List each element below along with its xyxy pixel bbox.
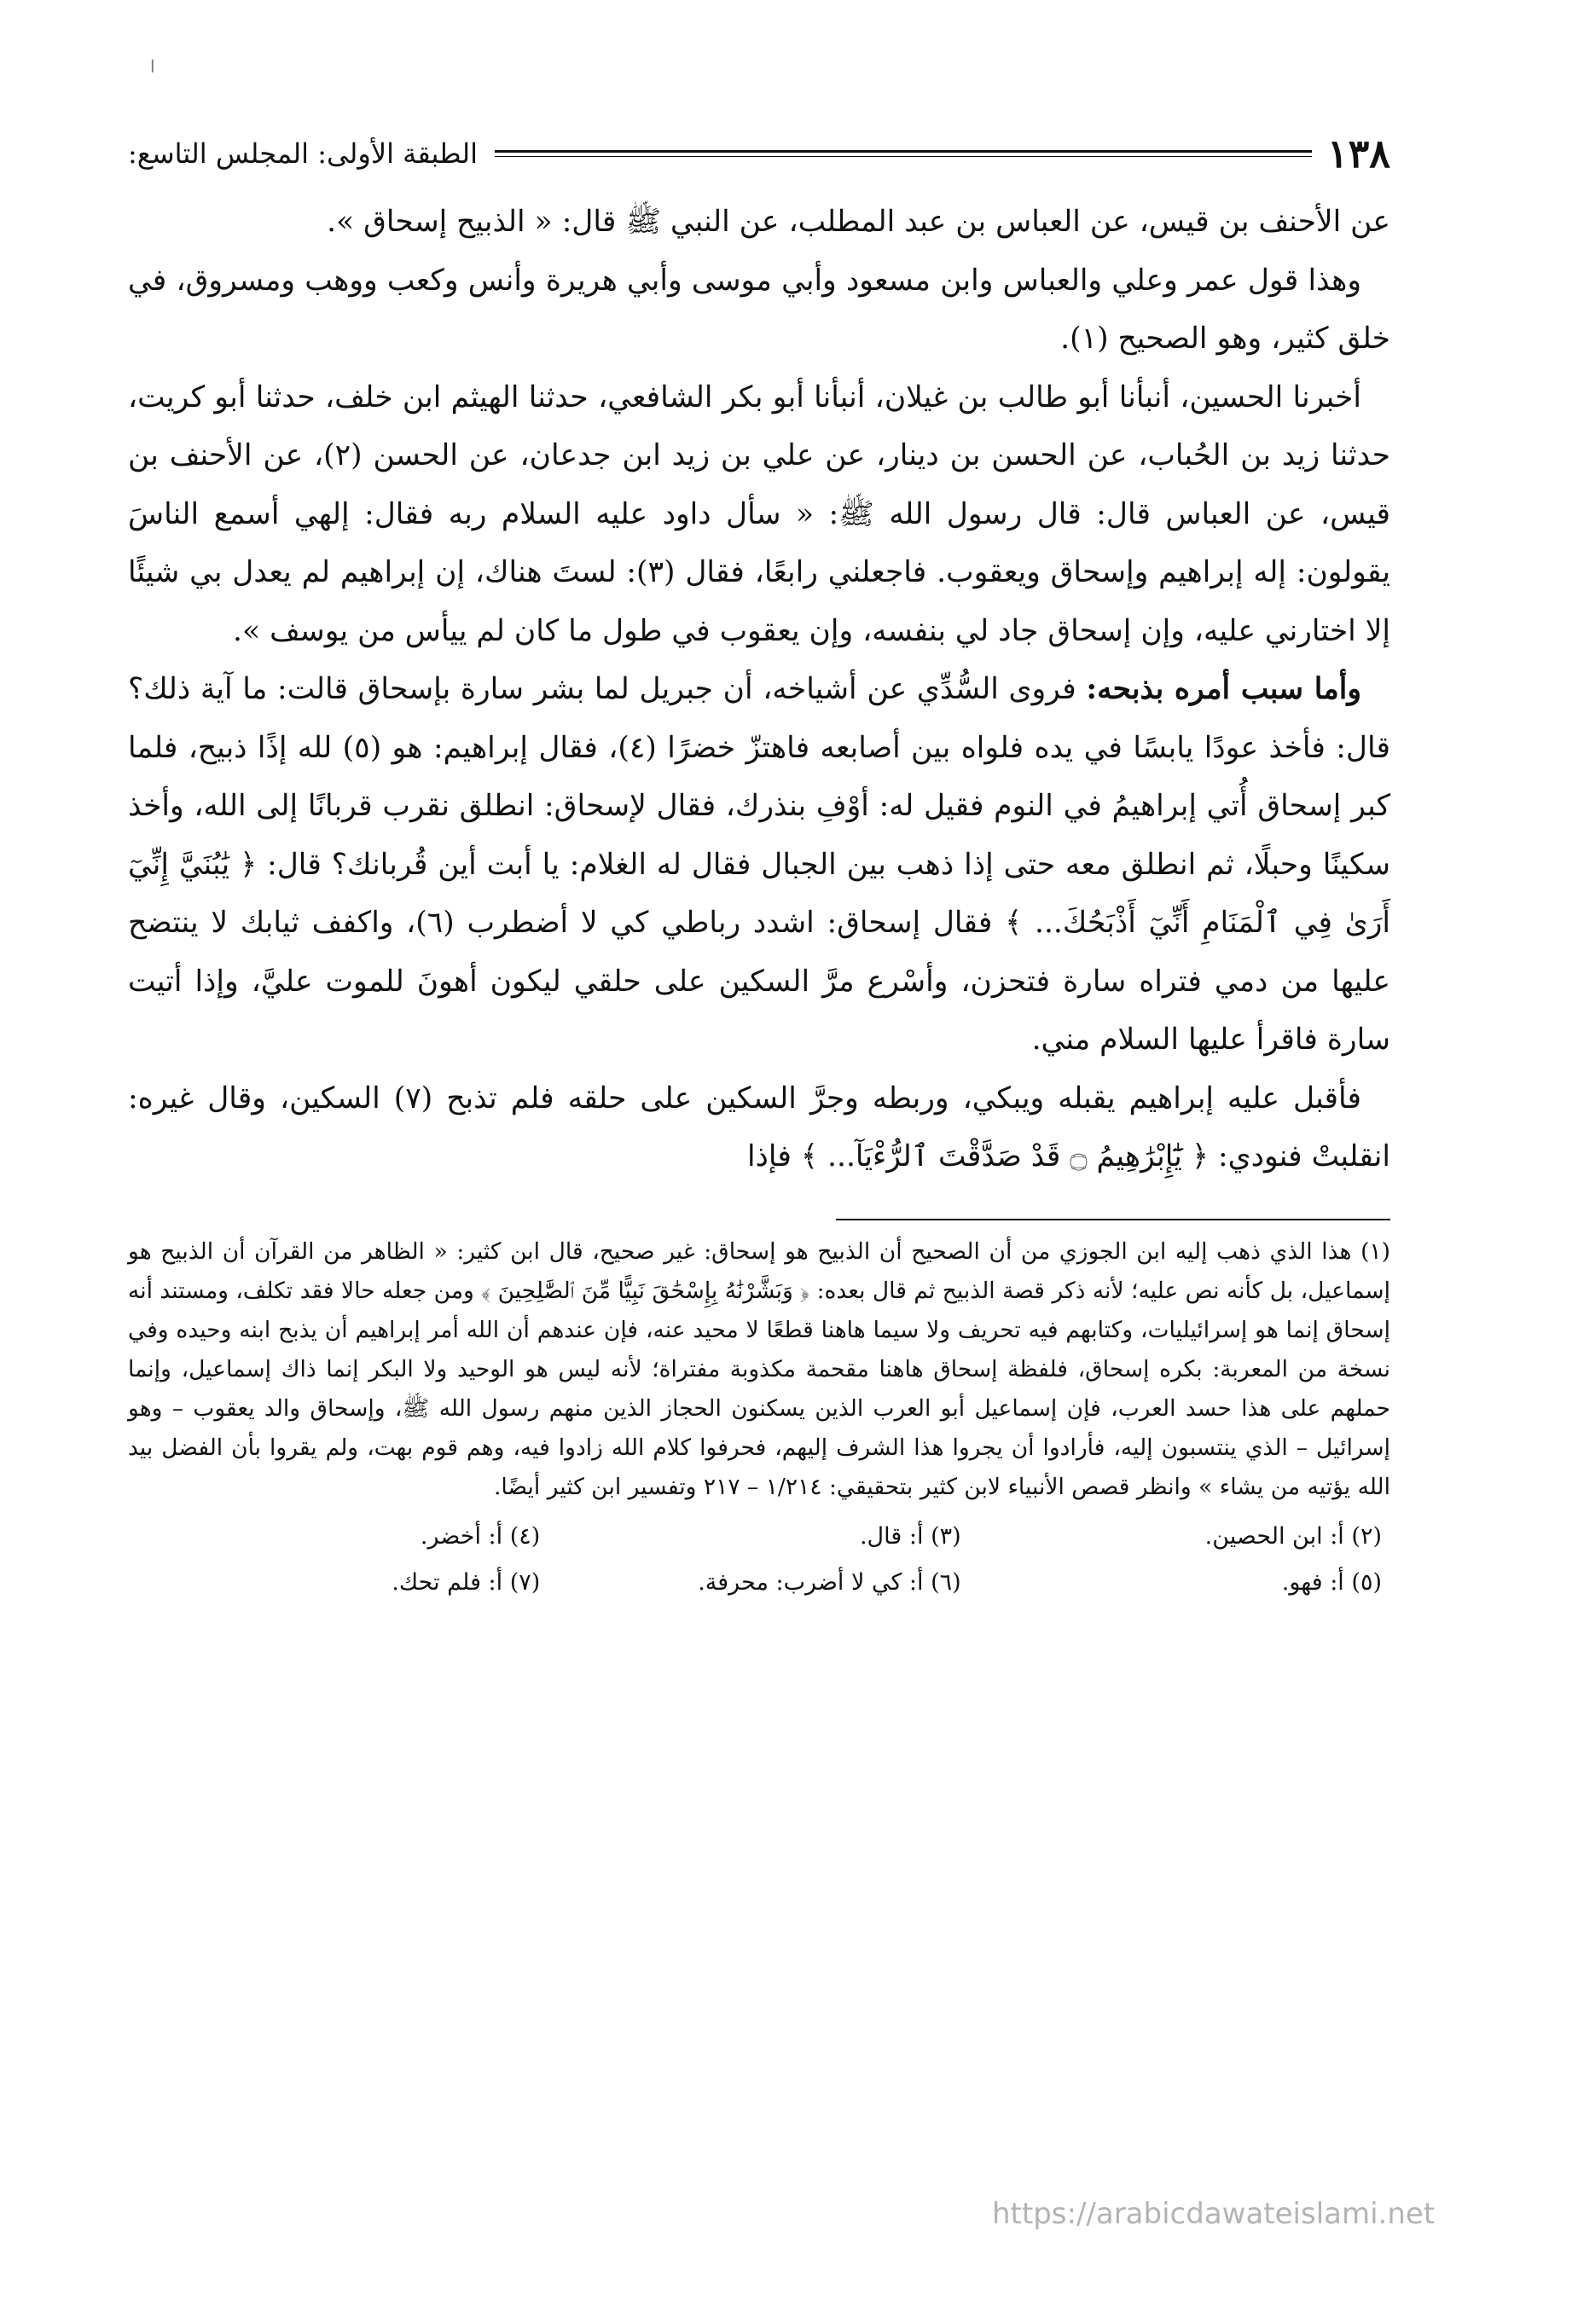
footnote-2: (٢) أ: ابن الحصين. [1204, 1522, 1382, 1550]
footnotes [128, 1232, 1390, 1606]
footnote-7: (٧) أ: فلم تحك. [392, 1568, 541, 1596]
paragraph-reason [128, 660, 1390, 1069]
reason-text: فروى السُّدِّي عن أشياخه، أن جبريل لما بشر سارة بإسحاق قالت: ما آية ذلك؟ قال: فأخذ عودًا يابسًا في يده فلواه بين أصابعه فاهتزّ خضرًا (٤)، فقال إبراهيم: هو (٥) لله إذًا ذبيح، فلما كبر إسحاق أُتي إبراهيمُ في النوم فقيل له: أوْفِ بنذرك، فقال لإسحاق: انطلق نقرب قربانًا إلى الله، وأخذ سكينًا وحبلًا، ثم انطلق معه حتى إذا ذهب بين الجبال فقال له الغلام: يا أبت أين قُربانك؟ قال: ﴿ يَٰبُنَيَّ إِنِّيٓ أَرَىٰ فِي ٱلْمَنَامِ أَنِّيٓ أَذْبَحُكَ... ﴾ فقال إسحاق: اشدد رباطي كي لا أضطرب (٦)، واكفف ثيابك لا ينتضح عليها من دمي فتراه سارة فتحزن، وأسْرع مرَّ السكين على حلقي ليكون أهونَ للموت عليَّ، وإذا أتيت سارة فاقرأ عليها السلام مني. [128, 672, 1390, 1057]
footnote-3: (٣) أ: قال. [859, 1522, 961, 1550]
main-text [128, 193, 1390, 1186]
header-rule [495, 150, 1312, 157]
page [128, 119, 1390, 1606]
footnote-1: (١) هذا الذي ذهب إليه ابن الجوزي من أن الصحيح أن الذبيح هو إسحاق: غير صحيح، قال ابن كثير: « الظاهر من القرآن أن الذبيح هو إسماعيل، بل كأنه نص عليه؛ لأنه ذكر قصة الذبيح ثم قال بعده: ﴿ وَبَشَّرْنَٰهُ بِإِسْحَٰقَ نَبِيًّا مِّنَ ٱلصَّٰلِحِينَ ﴾ ومن جعله حالا فقد تكلف، ومستند أنه إسحاق إنما هو إسرائيليات، وكتابهم فيه تحريف ولا سيما هاهنا قطعًا لا محيد عنه، فإن عندهم أن الله أمر إبراهيم أن يذبح ابنه وحيده وفي نسخة من المعربة: بكره إسحاق، فلفظة إسحاق هاهنا مقحمة مكذوبة مفتراة؛ لأنه ليس هو الوحيد ولا البكر إنما ذاك إسماعيل، وإنما حملهم على هذا حسد العرب، فإن إسماعيل أبو العرب الذين يسكنون الحجاز الذين منهم رسول الله ﷺ، وإسحاق والد يعقوب – وهو إسرائيل – الذي ينتسبون إليه، فأرادوا أن يجروا هذا الشرف إليهم، فحرفوا كلام الله زادوا فيه، وهم قوم بهت، ولم يقروا بأن الفضل بيد الله يؤتيه من يشاء » وانظر قصص الأنبياء لابن كثير بتحقيقي: ١/٢١٤ – ٢١٧ وتفسير ابن كثير أيضًا. [128, 1237, 1390, 1500]
paragraph-opinions: وهذا قول عمر وعلي والعباس وابن مسعود وأبي موسى وأبي هريرة وأنس وكعب ووهب ومسروق، في خلق كثير، وهو الصحيح (١). [128, 263, 1390, 356]
footnote-rule [836, 1219, 1390, 1220]
running-header [128, 119, 1390, 188]
reason-heading: وأما سبب أمره بذبحه: [1086, 672, 1361, 706]
footnote-4: (٤) أ: أخضر. [420, 1522, 541, 1550]
watermark-url: https://arabicdawateislami.net [992, 2197, 1436, 2231]
short-footnotes [128, 1514, 1390, 1606]
page-number: ١٣٨ [1326, 130, 1390, 177]
paragraph-hadith-1: عن الأحنف بن قيس، عن العباس بن عبد المطلب، عن النبي ﷺ قال: « الذبيح إسحاق ». [327, 205, 1390, 239]
paragraph-hadith-2: أخبرنا الحسين، أنبأنا أبو طالب بن غيلان، أنبأنا أبو بكر الشافعي، حدثنا الهيثم ابن خلف، حدثنا أبو كريت، حدثنا زيد بن الحُباب، عن الحسن بن دينار، عن علي بن زيد ابن جدعان، عن الحسن (٢)، عن الأحنف بن قيس، عن العباس قال: قال رسول الله ﷺ: « سأل داود عليه السلام ربه فقال: إلهي أسمع الناسَ يقولون: إله إبراهيم وإسحاق ويعقوب. فاجعلني رابعًا، فقال (٣): لستَ هناك، إن إبراهيم لم يعدل بي شيئًا إلا اختارني عليه، وإن إسحاق جاد لي بنفسه، وإن يعقوب في طول ما كان لم ييأس من يوسف ». [128, 380, 1390, 648]
header-title: الطبقة الأولى: المجلس التاسع: [128, 137, 479, 170]
paragraph-last: فأقبل عليه إبراهيم يقبله ويبكي، وربطه وجرَّ السكين على حلقه فلم تذبح (٧) السكين، وقال غيره: انقلبتْ فنودي: ﴿ يَٰٓإِبْرَٰهِيمُ ۝ قَدْ صَدَّقْتَ ٱلرُّءْيَآ... ﴾ فإذا [128, 1081, 1390, 1174]
margin-mark: ا [150, 56, 155, 77]
footnote-5: (٥) أ: فهو. [1281, 1568, 1382, 1596]
footnote-6: (٦) أ: كي لا أضرب: محرفة. [698, 1568, 961, 1596]
